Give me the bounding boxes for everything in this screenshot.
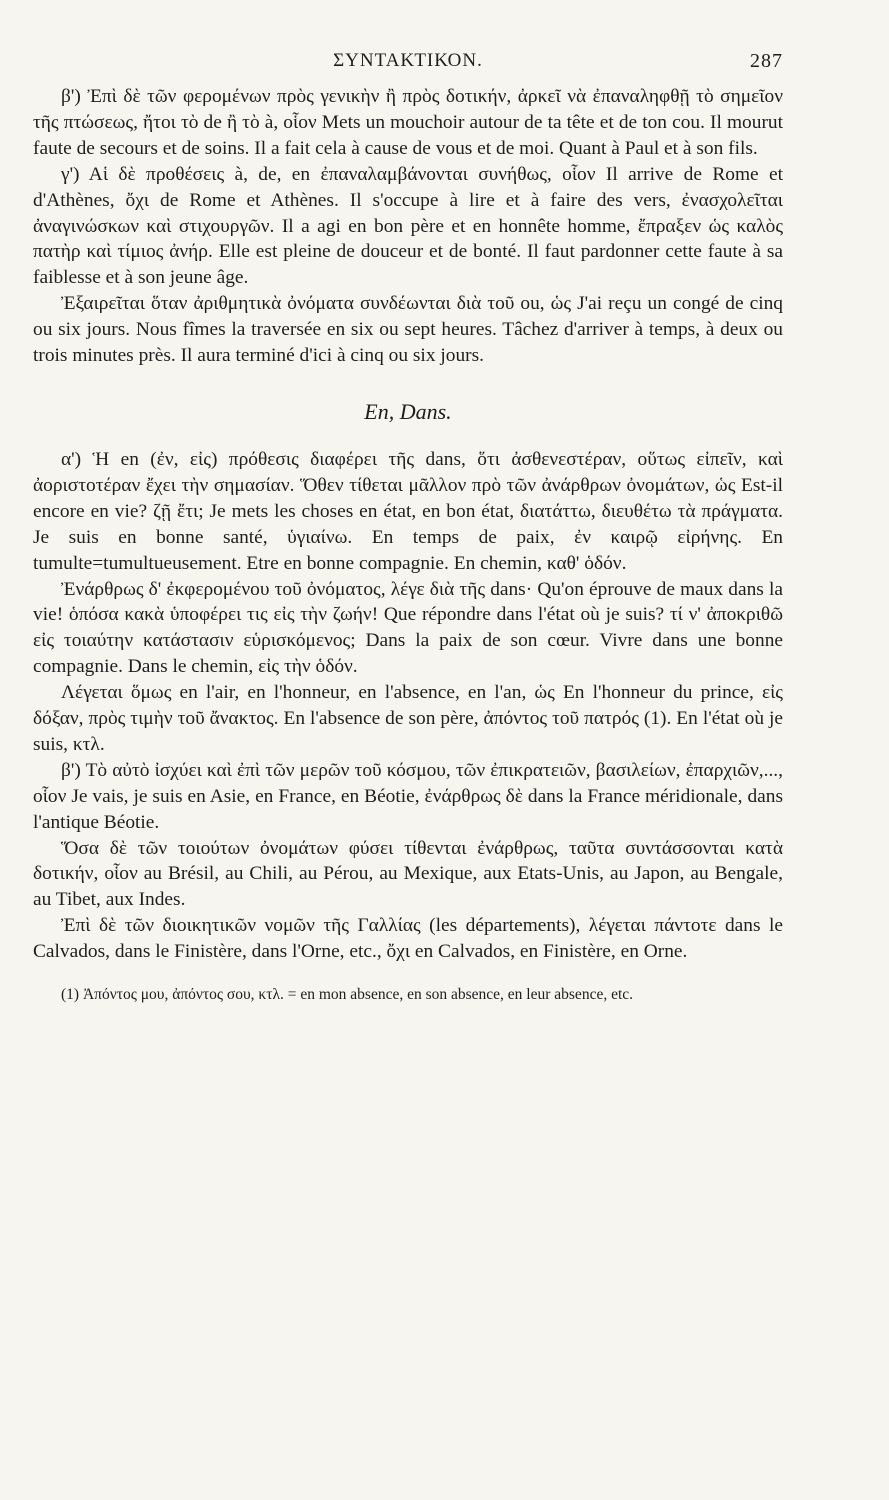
paragraph: Λέγεται ὅμως en l'air, en l'honneur, en l'absence, en l'an, ὡς En l'honneur du prince, εἰς δόξαν, πρὸς τιμὴν τοῦ ἄνακτος. En l'absence de son père, ἀπόντος τοῦ πατρός (1). En l'état où je suis, κτλ. bbox=[33, 682, 783, 755]
paragraph: β') Τὸ αὐτὸ ἰσχύει καὶ ἐπὶ τῶν μερῶν τοῦ κόσμου, τῶν ἐπικρατειῶν, βασιλείων, ἐπαρχιῶν,..., οἷον Je vais, je suis en Asie, en France, en Béotie, ἐνάρθρως δὲ dans la France méridionale, dans l'antique Béotie. bbox=[33, 759, 783, 833]
book-page bbox=[33, 50, 783, 1005]
paragraph: Ἐνάρθρως δ' ἐκφερομένου τοῦ ὀνόματος, λέγε διὰ τῆς dans· Qu'on éprouve de maux dans la vie! ὁπόσα κακὰ ὑποφέρει τις εἰς τὴν ζωήν! Que répondre dans l'état où je suis? τί ν' ἀποκριθῶ εἰς τοιαύτην κατάστασιν εὑρισκόμενος; Dans la paix de son cœur. Vivre dans une bonne compagnie. Dans le chemin, εἰς τὴν ὁδόν. bbox=[33, 578, 783, 678]
paragraph: γ') Αἱ δὲ προθέσεις à, de, en ἐπαναλαμβάνονται συνήθως, οἷον Il arrive de Rome et d'Athènes, ὄχι de Rome et Athènes. Il s'occupe à lire et à faire des vers, ἐνασχολεῖται ἀναγινώσκων καὶ στιχουργῶν. Il a agi en bon père et en honnête homme, ἔπραξεν ὡς καλὸς πατὴρ καὶ τίμιος ἀνήρ. Elle est pleine de douceur et de bonté. Il faut pardonner cette faute à sa faiblesse et à son jeune âge. bbox=[33, 163, 783, 289]
paragraph: β') Ἐπὶ δὲ τῶν φερομένων πρὸς γενικὴν ἢ πρὸς δοτικήν, ἀρκεῖ νὰ ἐπαναληφθῇ τὸ σημεῖον τῆς πτώσεως, ἤτοι τὸ de ἢ τὸ à, οἷον Mets un mouchoir autour de ta tête et de ton cou. Il mourut faute de secours et de soins. Il a fait cela à cause de vous et de moi. Quant à Paul et à son fils. bbox=[33, 86, 783, 159]
footnote: (1) Ἀπόντος μου, ἀπόντος σου, κτλ. = en mon absence, en son absence, en leur absence, etc. bbox=[61, 986, 634, 1004]
running-title: ΣΥΝΤΑΚΤΙΚΟΝ. bbox=[333, 50, 483, 71]
paragraph: Ἐπὶ δὲ τῶν διοικητικῶν νομῶν τῆς Γαλλίας (les départements), λέγεται πάντοτε dans le Calvados, dans le Finistère, dans l'Orne, etc., ὄχι en Calvados, en Finistère, en Orne. bbox=[33, 915, 783, 963]
paragraph: α') Ἡ en (ἐν, εἰς) πρόθεσις διαφέρει τῆς dans, ὅτι ἀσθενεστέραν, οὕτως εἰπεῖν, καὶ ἀοριστοτέραν ἔχει τὴν σημασίαν. Ὅθεν τίθεται μᾶλλον πρὸ τῶν ἀνάρθρων ὀνομάτων, ὡς Est-il encore en vie? ζῇ ἔτι; Je mets les choses en état, en bon état, διατάττω, διευθέτω τὰ πράγματα. Je suis en bonne santé, ὑγιαίνω. En temps de paix, ἐν καιρῷ εἰρήνης. En tumulte=tumultueusement. Etre en bonne compagnie. En chemin, καθ' ὁδόν. bbox=[33, 448, 783, 574]
paragraph: Ἐξαιρεῖται ὅταν ἀριθμητικὰ ὀνόματα συνδέωνται διὰ τοῦ ou, ὡς J'ai reçu un congé de cinq ou six jours. Nous fîmes la traversée en six ou sept heures. Tâchez d'arriver à temps, à deux ou trois minutes près. Il aura terminé d'ici à cinq ou six jours. bbox=[33, 293, 783, 367]
section-heading: En, Dans. bbox=[364, 398, 452, 424]
body-text-bottom bbox=[33, 447, 783, 965]
paragraph: Ὅσα δὲ τῶν τοιούτων ὀνομάτων φύσει τίθενται ἐνάρθρως, ταῦτα συντάσσονται κατὰ δοτικήν, οἷον au Brésil, au Chili, au Pérou, au Mexique, aux Etats-Unis, au Japon, au Bengale, au Tibet, aux Indes. bbox=[33, 837, 783, 911]
running-header bbox=[33, 50, 783, 84]
page-number: 287 bbox=[750, 50, 783, 72]
body-text-top bbox=[33, 84, 783, 369]
